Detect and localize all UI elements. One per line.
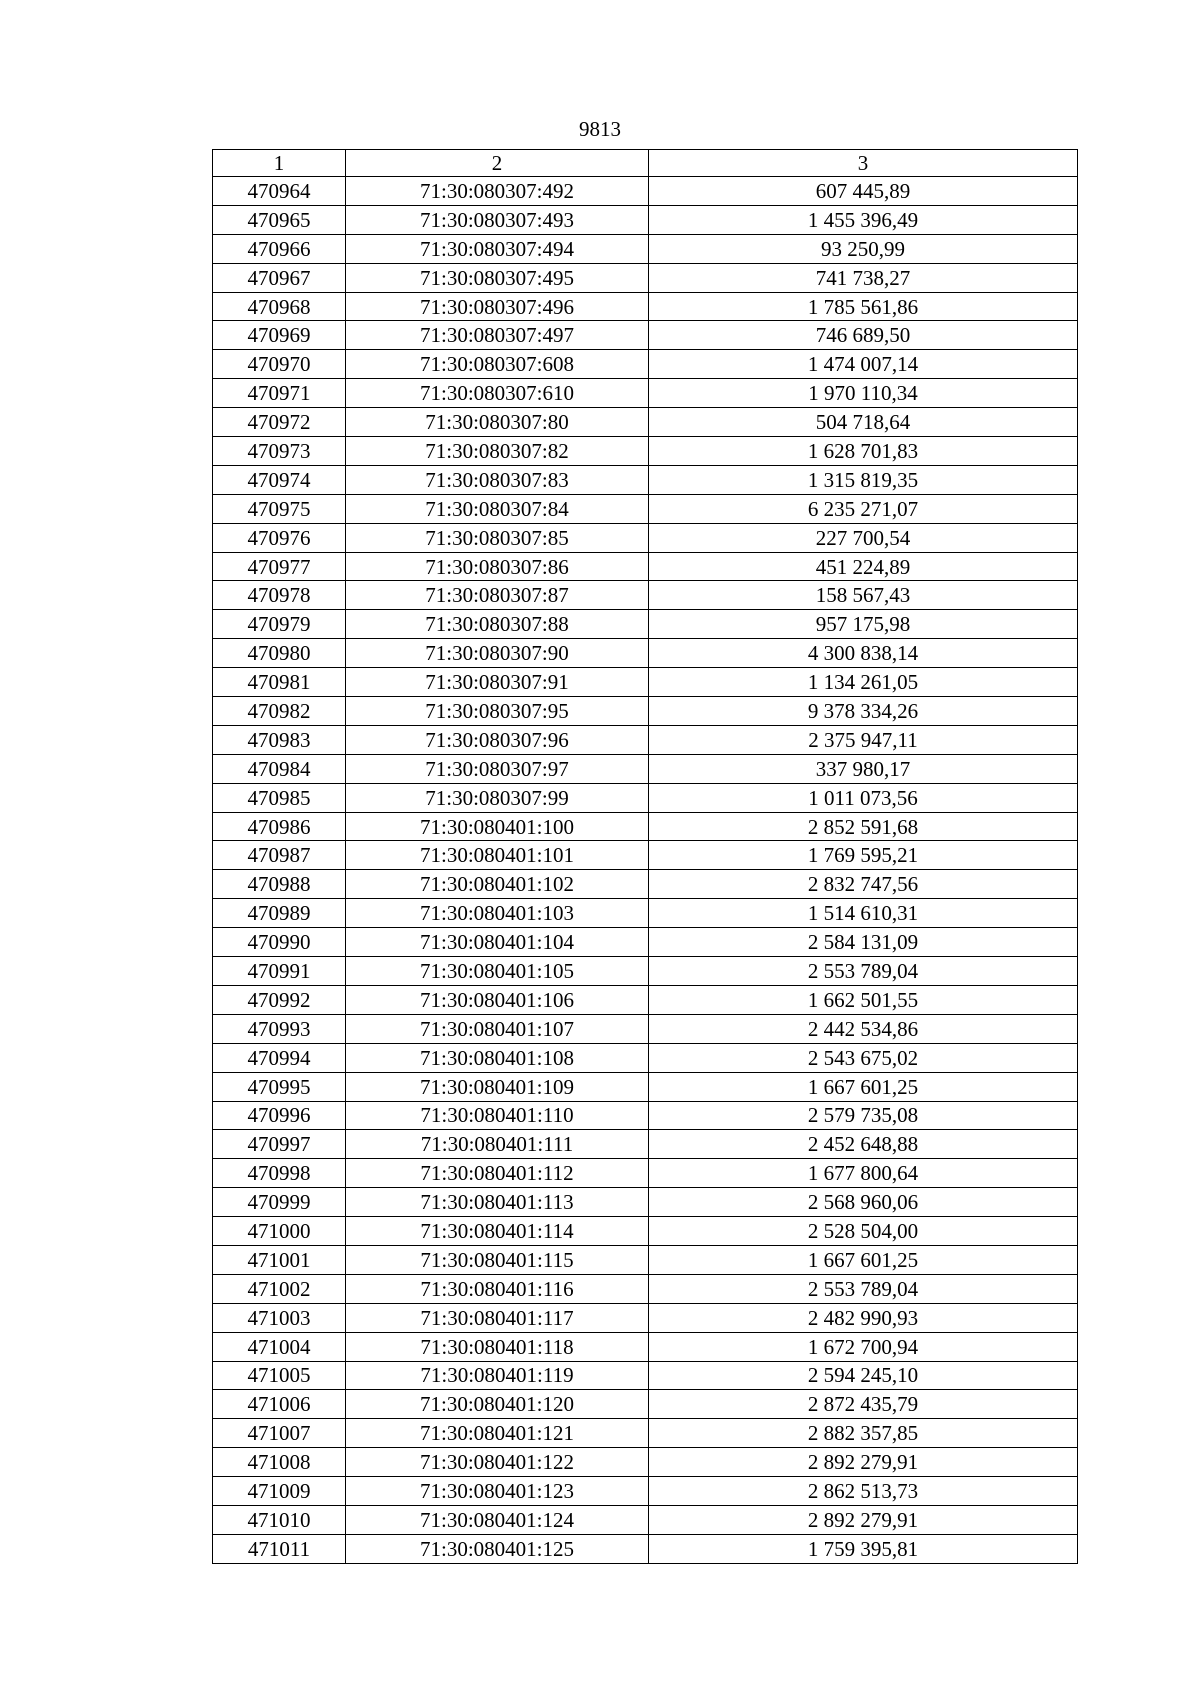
value-cell: 1 455 396,49	[649, 205, 1078, 234]
value-cell: 746 689,50	[649, 321, 1078, 350]
table-row	[213, 263, 1078, 292]
value-cell: 1 759 395,81	[649, 1534, 1078, 1563]
table-row	[213, 321, 1078, 350]
table-row	[213, 610, 1078, 639]
row-number-cell: 470977	[213, 552, 346, 581]
header-cell-3: 3	[649, 150, 1078, 177]
table-row	[213, 234, 1078, 263]
value-cell: 158 567,43	[649, 581, 1078, 610]
row-number-cell: 470988	[213, 870, 346, 899]
table-row	[213, 1014, 1078, 1043]
row-number-cell: 470976	[213, 523, 346, 552]
value-cell: 2 553 789,04	[649, 1274, 1078, 1303]
cadastral-number-cell: 71:30:080307:95	[346, 697, 649, 726]
row-number-cell: 470992	[213, 985, 346, 1014]
header-cell-2: 2	[346, 150, 649, 177]
table-row	[213, 1159, 1078, 1188]
table-row	[213, 1534, 1078, 1563]
row-number-cell: 470993	[213, 1014, 346, 1043]
table-row	[213, 1245, 1078, 1274]
row-number-cell: 470968	[213, 292, 346, 321]
table-row	[213, 928, 1078, 957]
cadastral-number-cell: 71:30:080307:85	[346, 523, 649, 552]
cadastral-number-cell: 71:30:080307:97	[346, 754, 649, 783]
table-row	[213, 957, 1078, 986]
value-cell: 227 700,54	[649, 523, 1078, 552]
table-row	[213, 465, 1078, 494]
row-number-cell: 471007	[213, 1419, 346, 1448]
row-number-cell: 470966	[213, 234, 346, 263]
row-number-cell: 470971	[213, 379, 346, 408]
table-row	[213, 1477, 1078, 1506]
cadastral-number-cell: 71:30:080401:118	[346, 1332, 649, 1361]
value-cell: 741 738,27	[649, 263, 1078, 292]
value-cell: 2 442 534,86	[649, 1014, 1078, 1043]
row-number-cell: 470994	[213, 1043, 346, 1072]
row-number-cell: 470982	[213, 697, 346, 726]
cadastral-number-cell: 71:30:080307:610	[346, 379, 649, 408]
cadastral-number-cell: 71:30:080307:88	[346, 610, 649, 639]
table-row	[213, 1188, 1078, 1217]
row-number-cell: 471010	[213, 1505, 346, 1534]
table-row	[213, 668, 1078, 697]
table-row	[213, 985, 1078, 1014]
table-row	[213, 1448, 1078, 1477]
cadastral-number-cell: 71:30:080307:86	[346, 552, 649, 581]
table-row	[213, 552, 1078, 581]
row-number-cell: 470998	[213, 1159, 346, 1188]
cadastral-number-cell: 71:30:080307:91	[346, 668, 649, 697]
value-cell: 9 378 334,26	[649, 697, 1078, 726]
row-number-cell: 471003	[213, 1303, 346, 1332]
cadastral-number-cell: 71:30:080401:121	[346, 1419, 649, 1448]
row-number-cell: 470964	[213, 177, 346, 206]
row-number-cell: 470965	[213, 205, 346, 234]
table-row	[213, 870, 1078, 899]
value-cell: 1 970 110,34	[649, 379, 1078, 408]
cadastral-number-cell: 71:30:080401:116	[346, 1274, 649, 1303]
cadastral-number-cell: 71:30:080401:103	[346, 899, 649, 928]
table-row	[213, 783, 1078, 812]
row-number-cell: 470967	[213, 263, 346, 292]
table-row	[213, 899, 1078, 928]
table-row	[213, 581, 1078, 610]
cadastral-number-cell: 71:30:080307:83	[346, 465, 649, 494]
table-body	[213, 177, 1078, 1564]
value-cell: 1 667 601,25	[649, 1245, 1078, 1274]
value-cell: 1 474 007,14	[649, 350, 1078, 379]
value-cell: 2 862 513,73	[649, 1477, 1078, 1506]
row-number-cell: 470974	[213, 465, 346, 494]
table-row	[213, 639, 1078, 668]
value-cell: 451 224,89	[649, 552, 1078, 581]
table-row	[213, 1303, 1078, 1332]
table-row	[213, 379, 1078, 408]
row-number-cell: 470997	[213, 1130, 346, 1159]
table-row	[213, 177, 1078, 206]
row-number-cell: 471009	[213, 1477, 346, 1506]
table-header	[213, 150, 1078, 177]
row-number-cell: 471008	[213, 1448, 346, 1477]
table-row	[213, 1505, 1078, 1534]
data-table	[212, 149, 1078, 1564]
cadastral-number-cell: 71:30:080401:102	[346, 870, 649, 899]
cadastral-number-cell: 71:30:080307:492	[346, 177, 649, 206]
row-number-cell: 470985	[213, 783, 346, 812]
table-row	[213, 1072, 1078, 1101]
value-cell: 1 667 601,25	[649, 1072, 1078, 1101]
row-number-cell: 470969	[213, 321, 346, 350]
value-cell: 2 892 279,91	[649, 1505, 1078, 1534]
cadastral-number-cell: 71:30:080307:90	[346, 639, 649, 668]
table-row	[213, 1390, 1078, 1419]
value-cell: 4 300 838,14	[649, 639, 1078, 668]
value-cell: 1 677 800,64	[649, 1159, 1078, 1188]
row-number-cell: 471002	[213, 1274, 346, 1303]
value-cell: 2 852 591,68	[649, 812, 1078, 841]
table-row	[213, 1332, 1078, 1361]
cadastral-number-cell: 71:30:080401:110	[346, 1101, 649, 1130]
cadastral-number-cell: 71:30:080401:123	[346, 1477, 649, 1506]
row-number-cell: 471004	[213, 1332, 346, 1361]
value-cell: 1 662 501,55	[649, 985, 1078, 1014]
cadastral-number-cell: 71:30:080307:494	[346, 234, 649, 263]
row-number-cell: 470987	[213, 841, 346, 870]
cadastral-number-cell: 71:30:080401:124	[346, 1505, 649, 1534]
row-number-cell: 470990	[213, 928, 346, 957]
value-cell: 607 445,89	[649, 177, 1078, 206]
row-number-cell: 470980	[213, 639, 346, 668]
value-cell: 504 718,64	[649, 408, 1078, 437]
cadastral-number-cell: 71:30:080401:108	[346, 1043, 649, 1072]
cadastral-number-cell: 71:30:080401:111	[346, 1130, 649, 1159]
row-number-cell: 470984	[213, 754, 346, 783]
table-row	[213, 1043, 1078, 1072]
cadastral-number-cell: 71:30:080401:107	[346, 1014, 649, 1043]
cadastral-number-cell: 71:30:080401:115	[346, 1245, 649, 1274]
cadastral-number-cell: 71:30:080401:109	[346, 1072, 649, 1101]
table-row	[213, 350, 1078, 379]
cadastral-number-cell: 71:30:080401:100	[346, 812, 649, 841]
cadastral-number-cell: 71:30:080401:106	[346, 985, 649, 1014]
table-row	[213, 1130, 1078, 1159]
value-cell: 2 528 504,00	[649, 1217, 1078, 1246]
value-cell: 93 250,99	[649, 234, 1078, 263]
cadastral-number-cell: 71:30:080307:493	[346, 205, 649, 234]
table-row	[213, 1101, 1078, 1130]
cadastral-number-cell: 71:30:080307:495	[346, 263, 649, 292]
row-number-cell: 470989	[213, 899, 346, 928]
table-row	[213, 754, 1078, 783]
cadastral-number-cell: 71:30:080307:82	[346, 437, 649, 466]
cadastral-number-cell: 71:30:080401:113	[346, 1188, 649, 1217]
cadastral-number-cell: 71:30:080401:114	[346, 1217, 649, 1246]
row-number-cell: 471011	[213, 1534, 346, 1563]
cadastral-number-cell: 71:30:080401:122	[346, 1448, 649, 1477]
row-number-cell: 470983	[213, 725, 346, 754]
table-row	[213, 205, 1078, 234]
header-row	[213, 150, 1078, 177]
row-number-cell: 470996	[213, 1101, 346, 1130]
value-cell: 6 235 271,07	[649, 494, 1078, 523]
value-cell: 1 134 261,05	[649, 668, 1078, 697]
value-cell: 1 011 073,56	[649, 783, 1078, 812]
table-row	[213, 725, 1078, 754]
value-cell: 1 315 819,35	[649, 465, 1078, 494]
cadastral-number-cell: 71:30:080401:125	[346, 1534, 649, 1563]
value-cell: 2 375 947,11	[649, 725, 1078, 754]
value-cell: 337 980,17	[649, 754, 1078, 783]
cadastral-number-cell: 71:30:080401:117	[346, 1303, 649, 1332]
row-number-cell: 470978	[213, 581, 346, 610]
row-number-cell: 470979	[213, 610, 346, 639]
value-cell: 2 543 675,02	[649, 1043, 1078, 1072]
cadastral-number-cell: 71:30:080401:105	[346, 957, 649, 986]
table-row	[213, 494, 1078, 523]
table-row	[213, 437, 1078, 466]
table-row	[213, 292, 1078, 321]
row-number-cell: 470981	[213, 668, 346, 697]
value-cell: 1 785 561,86	[649, 292, 1078, 321]
row-number-cell: 471005	[213, 1361, 346, 1390]
row-number-cell: 470970	[213, 350, 346, 379]
table-row	[213, 812, 1078, 841]
row-number-cell: 471006	[213, 1390, 346, 1419]
table-row	[213, 1419, 1078, 1448]
row-number-cell: 470995	[213, 1072, 346, 1101]
cadastral-number-cell: 71:30:080307:80	[346, 408, 649, 437]
row-number-cell: 470972	[213, 408, 346, 437]
value-cell: 1 514 610,31	[649, 899, 1078, 928]
value-cell: 2 832 747,56	[649, 870, 1078, 899]
cadastral-number-cell: 71:30:080401:119	[346, 1361, 649, 1390]
cadastral-number-cell: 71:30:080307:497	[346, 321, 649, 350]
value-cell: 2 452 648,88	[649, 1130, 1078, 1159]
value-cell: 2 594 245,10	[649, 1361, 1078, 1390]
cadastral-number-cell: 71:30:080307:99	[346, 783, 649, 812]
value-cell: 1 628 701,83	[649, 437, 1078, 466]
header-cell-1: 1	[213, 150, 346, 177]
table-row	[213, 1217, 1078, 1246]
value-cell: 957 175,98	[649, 610, 1078, 639]
row-number-cell: 470973	[213, 437, 346, 466]
table-row	[213, 523, 1078, 552]
page-number: 9813	[579, 117, 621, 141]
row-number-cell: 470991	[213, 957, 346, 986]
cadastral-number-cell: 71:30:080307:96	[346, 725, 649, 754]
cadastral-number-cell: 71:30:080401:104	[346, 928, 649, 957]
value-cell: 2 568 960,06	[649, 1188, 1078, 1217]
cadastral-number-cell: 71:30:080307:608	[346, 350, 649, 379]
table-row	[213, 408, 1078, 437]
cadastral-number-cell: 71:30:080307:84	[346, 494, 649, 523]
table-row	[213, 1274, 1078, 1303]
cadastral-number-cell: 71:30:080307:87	[346, 581, 649, 610]
value-cell: 2 482 990,93	[649, 1303, 1078, 1332]
table-row	[213, 1361, 1078, 1390]
table-row	[213, 841, 1078, 870]
value-cell: 2 892 279,91	[649, 1448, 1078, 1477]
value-cell: 2 553 789,04	[649, 957, 1078, 986]
row-number-cell: 470999	[213, 1188, 346, 1217]
row-number-cell: 470975	[213, 494, 346, 523]
row-number-cell: 471000	[213, 1217, 346, 1246]
row-number-cell: 471001	[213, 1245, 346, 1274]
cadastral-number-cell: 71:30:080401:112	[346, 1159, 649, 1188]
value-cell: 2 872 435,79	[649, 1390, 1078, 1419]
table-row	[213, 697, 1078, 726]
cadastral-number-cell: 71:30:080307:496	[346, 292, 649, 321]
value-cell: 1 672 700,94	[649, 1332, 1078, 1361]
value-cell: 1 769 595,21	[649, 841, 1078, 870]
value-cell: 2 882 357,85	[649, 1419, 1078, 1448]
cadastral-number-cell: 71:30:080401:101	[346, 841, 649, 870]
value-cell: 2 579 735,08	[649, 1101, 1078, 1130]
cadastral-number-cell: 71:30:080401:120	[346, 1390, 649, 1419]
row-number-cell: 470986	[213, 812, 346, 841]
value-cell: 2 584 131,09	[649, 928, 1078, 957]
